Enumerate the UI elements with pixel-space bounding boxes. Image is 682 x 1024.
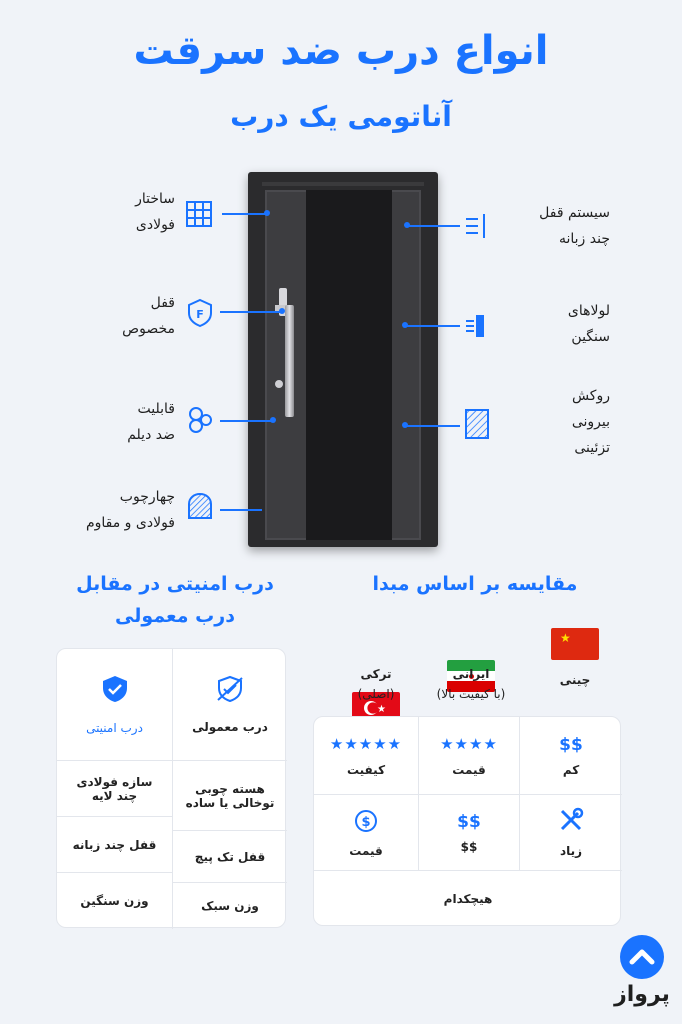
origin-none-cell: هیچکدام — [443, 892, 493, 906]
connector-dot — [279, 308, 285, 314]
country-turkey: ترکی (اصلی) — [357, 667, 395, 701]
security-row-structure: سازه فولادی چند لایه — [57, 761, 172, 817]
iran-price-cell: ★★★★ قیمت — [418, 717, 520, 795]
feature-multi-bolt-lock: سیستم قفل چند زبانه — [539, 205, 610, 247]
brand-name: پرواز — [614, 982, 670, 1007]
door-handle — [285, 305, 294, 417]
country-china: چینی — [559, 673, 591, 687]
turkey-price-cell: $ قیمت — [314, 795, 418, 871]
country-iran: ایرانی (با کیفیت بالا) — [436, 667, 506, 701]
svg-text:★: ★ — [560, 631, 571, 645]
iran-cost-cell: $$ $$ — [418, 795, 520, 871]
door-center-stripe — [306, 190, 392, 540]
feature-heavy-hinges: لولاهای سنگین — [567, 303, 610, 345]
connector-line — [408, 225, 460, 227]
regular-door-header: درب معمولی — [172, 649, 287, 761]
multi-bolt-icon — [464, 212, 488, 240]
anti-theft-off-icon — [215, 675, 245, 706]
regular-row-weight: وزن سبک — [172, 883, 287, 929]
connector-line — [406, 325, 460, 327]
security-row-weight: وزن سنگین — [80, 894, 149, 908]
connector-line — [220, 311, 282, 313]
brand-logo-icon — [620, 935, 664, 979]
cover-icon — [464, 408, 490, 440]
dollar-icon — [354, 807, 378, 838]
security-vs-regular-table — [56, 648, 286, 928]
china-price-cell: $$ کم — [520, 717, 622, 795]
shield-check-icon — [100, 674, 130, 707]
security-door-header: درب امنیتی — [57, 649, 172, 761]
connector-dot — [270, 417, 276, 423]
origin-comparison-heading: مقایسه بر اساس مبدا — [372, 573, 578, 595]
connector-line — [220, 509, 262, 511]
page-subtitle: آناتومی یک درب — [230, 100, 452, 133]
svg-text:$: $ — [361, 815, 371, 830]
regular-row-lock: قفل تک پیچ — [172, 831, 287, 883]
tools-icon — [558, 807, 584, 836]
svg-text:★: ★ — [377, 704, 386, 715]
feature-steel-structure: ساختار فولادی — [135, 191, 175, 233]
svg-text:F: F — [196, 308, 204, 321]
shield-lock-icon — [187, 298, 213, 328]
frame-icon — [186, 492, 214, 520]
anti-crowbar-icon — [186, 405, 214, 435]
connector-line — [220, 420, 272, 422]
security-vs-regular-heading: درب امنیتی در مقابل درب معمولی — [76, 573, 274, 627]
connector-line — [406, 425, 460, 427]
regular-row-core: هسته چوبی توخالی یا ساده — [172, 761, 287, 831]
connector-line — [222, 213, 267, 215]
hinge-icon — [464, 312, 488, 340]
turkey-quality-cell: ★★★★★ کیفیت — [314, 717, 418, 795]
feature-special-lock: قفل مخصوص — [122, 295, 175, 337]
security-row-lock: قفل چند زبانه — [57, 817, 172, 873]
china-repair-cell: زیاد — [520, 795, 622, 871]
feature-anti-crowbar: قابلیت ضد دیلم — [127, 401, 175, 443]
origin-comparison-table — [313, 716, 621, 926]
grid-icon — [185, 200, 213, 228]
feature-decorative-cover: روکش بیرونی تزئینی — [571, 388, 610, 456]
connector-dot — [264, 210, 270, 216]
feature-steel-frame: چهارچوب فولادی و مقاوم — [85, 489, 175, 531]
china-flag-icon — [551, 628, 599, 660]
door-keyhole — [275, 380, 283, 388]
page-title: انواع درب ضد سرقت — [133, 28, 549, 74]
